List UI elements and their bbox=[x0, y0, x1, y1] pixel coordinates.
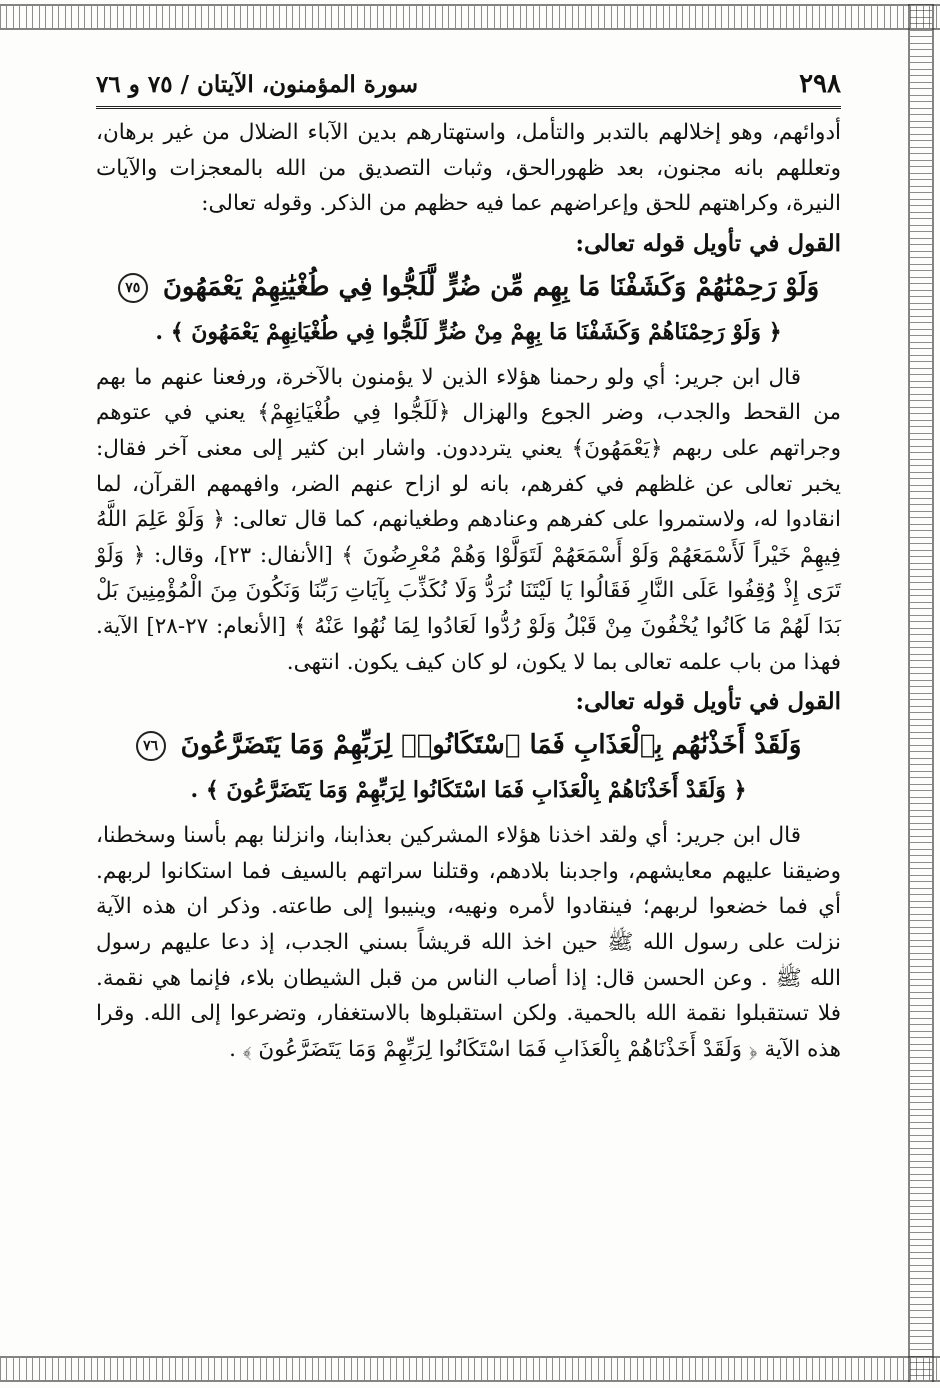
ayah-number-badge: ٧٦ bbox=[136, 731, 166, 761]
intro-paragraph: أدوائهم، وهو إخلالهم بالتدبر والتأمل، واستهتارهم بدين الآباء الضلال من غير برهان، وتعللهم بانه مجنون، بعد ظهورالحق، وثبات التصديق من الله بالمعجزات والآيات النيرة، وكراهتهم للحق وإعراضهم عما فيه حظهم من الذكر. وقوله تعالى: bbox=[96, 120, 841, 217]
section-heading: القول في تأويل قوله تعالى: bbox=[575, 688, 841, 716]
page-content bbox=[96, 62, 841, 1067]
ornamental-border-bottom bbox=[0, 1356, 940, 1382]
page-number: ٢٩٨ bbox=[799, 69, 841, 99]
ayah-text: وَلَوْ رَحِمْنَٰهُمْ وَكَشَفْنَا مَا بِهِم مِّن ضُرٍّ لَّلَجُّوا فِي طُغْيَٰنِهِمْ يَعْمَهُونَ bbox=[162, 271, 820, 302]
ayah-text: وَلَقَدْ أَخَذْنَٰهُم بِٱلْعَذَابِ فَمَا ٱسْتَكَانُوا۟ لِرَبِّهِمْ وَمَا يَتَضَرَّعُونَ bbox=[180, 730, 802, 761]
section-ayah-75 bbox=[96, 224, 841, 680]
ayah-plain-text: ﴿ وَلَوْ رَحِمْنَاهُمْ وَكَشَفْنَا مَا بِهِمْ مِنْ ضُرٍّ لَلَجُّوا فِي طُغْيَانِهِمْ يَعْمَهُونَ ﴾ . bbox=[155, 318, 782, 345]
ayah-number-badge: ٧٥ bbox=[118, 273, 148, 303]
commentary-paragraph: قال ابن جرير: أي ولو رحمنا هؤلاء الذين لا يؤمنون بالآخرة، ورفعنا عنهم ما بهم من القحط والجدب، وضر الجوع والهزال ﴿لَلَجُّوا فِي طُغْيَانِهِمْ﴾ يعني في عتوهم وجراتهم على ربهم ﴿يَعْمَهُونَ﴾ يعني يترددون. واشار ابن كثير إلى معنى آخر فقال: يخبر تعالى عن غلظهم في كفرهم، بانه لو ازاح عنهم الضر، وافهمهم القرآن، لما انقادوا له، ولاستمروا على كفرهم وعنادهم وطغيانهم، كما قال تعالى: ﴿ وَلَوْ عَلِمَ اللَّهُ فِيهِمْ خَيْراً لَأَسْمَعَهُمْ وَلَوْ أَسْمَعَهُمْ لَتَوَلَّوْا وَهُمْ مُعْرِضُونَ ﴾ [الأنفال: ٢٣]، وقال: ﴿ وَلَوْ تَرَى إِذْ وُقِفُوا عَلَى النَّارِ فَقَالُوا يَا لَيْتَنَا نُرَدُّ وَلَا نُكَذِّبَ بِآيَاتِ رَبِّنَا وَنَكُونَ مِنَ الْمُؤْمِنِينَ بَلْ بَدَا لَهُمْ مَا كَانُوا يُخْفُونَ مِنْ قَبْلُ وَلَوْ رُدُّوا لَعَادُوا لِمَا نُهُوا عَنْهُ ﴾ [الأنعام: ٢٧-٢٨] الآية. فهذا من باب علمه تعالى بما لا يكون، لو كان كيف يكون. انتهى. bbox=[96, 364, 841, 675]
section-heading: القول في تأويل قوله تعالى: bbox=[575, 229, 841, 257]
ayah-uthmani-text bbox=[96, 264, 841, 310]
ayah-uthmani-text bbox=[96, 722, 841, 768]
page-header bbox=[96, 62, 841, 109]
running-title: سورة المؤمنون، الآيتان / ٧٥ و ٧٦ bbox=[96, 70, 419, 98]
ornamental-border-top bbox=[0, 4, 940, 30]
ayah-plain-text: ﴿ وَلَقَدْ أَخَذْنَاهُمْ بِالْعَذَابِ فَمَا اسْتَكَانُوا لِرَبِّهِمْ وَمَا يَتَضَرَّعُونَ ﴾ . bbox=[190, 777, 747, 804]
ornamental-border-right bbox=[908, 4, 934, 1382]
commentary-paragraph: قال ابن جرير: أي ولقد اخذنا هؤلاء المشركين بعذابنا، وانزلنا بهم بأسنا وسخطنا، وضيقنا عليهم معايشهم، واجدبنا بلادهم، وقتلنا سراتهم بالسيف فما استكانوا لربهم. أي فما خضعوا لربهم؛ فينقادوا لأمره ونهيه، وينيبوا إلى طاعته. وذكر ان هذه الآية نزلت على رسول الله ﷺ حين اخذ الله قريشاً بسني الجدب، إذ دعا عليهم رسول الله ﷺ . وعن الحسن قال: إذا أصاب الناس من قبل الشيطان بلاء، فإنما هي نقمة. فلا تستقبلوا نقمة الله بالحمية. ولكن استقبلوها بالاستغفار، وتضرعوا إلى الله. وقرا هذه الآية ﴿ وَلَقَدْ أَخَذْنَاهُمْ بِالْعَذَابِ فَمَا اسْتَكَانُوا لِرَبِّهِمْ وَمَا يَتَضَرَّعُونَ ﴾ . bbox=[96, 823, 841, 1062]
section-ayah-76 bbox=[96, 682, 841, 1067]
